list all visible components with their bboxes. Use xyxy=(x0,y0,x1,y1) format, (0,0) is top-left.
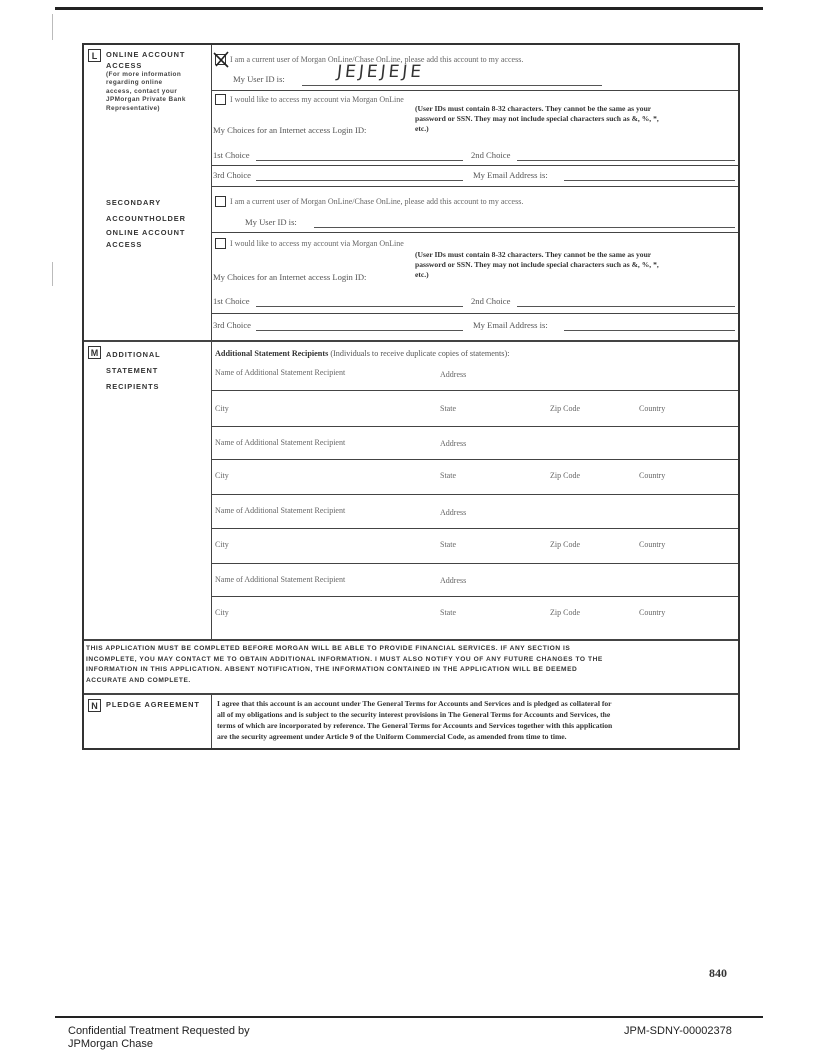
section-m-title-line: RECIPIENTS xyxy=(106,382,160,391)
recipient-3-city-label: City xyxy=(215,540,229,549)
secondary-title-line: ACCESS xyxy=(106,240,143,249)
rules-line: (User IDs must contain 8-32 characters. They cannot be the same as your xyxy=(415,104,652,113)
secondary-choice-1-field[interactable] xyxy=(256,306,463,307)
section-l-info-line: (For more information xyxy=(106,71,182,78)
recipient-3-country-label: Country xyxy=(639,540,666,549)
column-divider xyxy=(211,693,212,748)
choice-1-field[interactable] xyxy=(256,160,463,161)
secondary-choice-1-label: 1st Choice xyxy=(213,296,250,306)
recipient-4-state-label: State xyxy=(440,608,456,617)
secondary-choice-2-label: 2nd Choice xyxy=(471,296,511,306)
row-divider xyxy=(211,596,738,597)
row-divider xyxy=(211,563,738,564)
application-form xyxy=(82,43,740,750)
page-number: 840 xyxy=(709,966,727,980)
notice-line: INCOMPLETE, YOU MAY CONTACT ME TO OBTAIN ADDITIONAL INFORMATION. I MUST ALSO NOTIFY YOU OF ANY FUTURE CHANGES TO THE xyxy=(86,655,603,663)
recipients-header-rest: (Individuals to receive duplicate copies of statements): xyxy=(328,349,510,358)
user-id-value[interactable]: JEJEJEJE xyxy=(335,62,426,82)
rules-line: password or SSN. They may not include special characters such as &, %, *, xyxy=(415,260,659,269)
recipient-4-city-label: City xyxy=(215,608,229,617)
row-divider xyxy=(211,313,738,314)
top-rule xyxy=(55,7,763,10)
section-l-title-line: ACCESS xyxy=(106,61,143,70)
section-divider xyxy=(84,340,738,342)
recipient-3-zip-label: Zip Code xyxy=(550,540,580,549)
section-m-title-line: ADDITIONAL xyxy=(106,350,161,359)
pledge-line: are the security agreement under Article 9 of the Uniform Commercial Code, as amended from time to time. xyxy=(217,732,567,741)
current-user-checkbox[interactable] xyxy=(215,54,226,65)
row-divider xyxy=(211,165,738,166)
recipient-2-country-label: Country xyxy=(639,471,666,480)
footer-left-line: Confidential Treatment Requested by xyxy=(68,1025,250,1037)
secondary-access-request-checkbox[interactable] xyxy=(215,238,226,249)
section-l-info-line: regarding online xyxy=(106,79,163,87)
user-id-line xyxy=(302,85,602,86)
section-n-title: PLEDGE AGREEMENT xyxy=(106,700,200,709)
recipient-4-zip-label: Zip Code xyxy=(550,608,580,617)
recipient-1-zip-label: Zip Code xyxy=(550,404,580,413)
row-divider xyxy=(211,426,738,427)
secondary-login-id-rules xyxy=(415,250,737,280)
email-label: My Email Address is: xyxy=(473,170,548,180)
pledge-agreement-text xyxy=(217,698,737,742)
choice-2-label: 2nd Choice xyxy=(471,150,511,160)
recipient-4-address-label: Address xyxy=(440,576,467,585)
recipient-4-country-label: Country xyxy=(639,608,666,617)
scan-edge-mark xyxy=(52,262,53,286)
bottom-rule xyxy=(55,1016,763,1018)
recipient-2-zip-label: Zip Code xyxy=(550,471,580,480)
secondary-access-request-text: I would like to access my account via Morgan OnLine xyxy=(230,239,404,248)
notice-line: THIS APPLICATION MUST BE COMPLETED BEFORE MORGAN WILL BE ABLE TO PROVIDE FINANCIAL SERVICES. IF ANY SECTION IS xyxy=(86,645,571,652)
recipient-3-name-label: Name of Additional Statement Recipient xyxy=(215,506,346,515)
column-divider xyxy=(211,45,212,639)
footer-confidential xyxy=(68,1025,250,1051)
row-divider xyxy=(211,459,738,460)
recipient-2-state-label: State xyxy=(440,471,456,480)
recipient-1-address-label: Address xyxy=(440,370,467,379)
choice-3-label: 3rd Choice xyxy=(213,170,251,180)
recipient-2-city-label: City xyxy=(215,471,229,480)
notice-line: ACCURATE AND COMPLETE. xyxy=(86,676,191,684)
email-field[interactable] xyxy=(564,180,735,181)
secondary-email-field[interactable] xyxy=(564,330,735,331)
rules-line: (User IDs must contain 8-32 characters. They cannot be the same as your xyxy=(415,250,652,259)
pledge-line: all of my obligations and is subject to the security interest provisions in The General Terms for Accounts and Services, the xyxy=(217,710,611,719)
notice-line: INFORMATION IN THIS APPLICATION. ABSENT NOTIFICATION, THE INFORMATION CONTAINED IN THE APPLICATION WILL BE DEEMED xyxy=(86,666,578,673)
section-l-title xyxy=(106,49,210,71)
secondary-choice-2-field[interactable] xyxy=(517,306,735,307)
recipient-4-name-label: Name of Additional Statement Recipient xyxy=(215,575,346,584)
login-choices-label: My Choices for an Internet access Login ID: xyxy=(213,125,367,135)
section-divider xyxy=(84,639,738,641)
secondary-email-label: My Email Address is: xyxy=(473,320,548,330)
recipient-3-state-label: State xyxy=(440,540,456,549)
secondary-current-user-text: I am a current user of Morgan OnLine/Chase OnLine, please add this account to my access. xyxy=(230,197,524,206)
recipients-header-bold: Additional Statement Recipients xyxy=(215,349,329,358)
secondary-user-id-field[interactable] xyxy=(314,227,735,228)
pledge-line: I agree that this account is an account under The General Terms for Accounts and Services and is pledged as collateral for xyxy=(217,699,612,708)
current-user-text: I am a current user of Morgan OnLine/Chase OnLine, please add this account to my access. xyxy=(230,55,524,64)
access-request-checkbox[interactable] xyxy=(215,94,226,105)
row-divider xyxy=(211,390,738,391)
footer-left-line: JPMorgan Chase xyxy=(68,1038,153,1050)
row-divider xyxy=(211,186,738,187)
secondary-login-choices-label: My Choices for an Internet access Login ID: xyxy=(213,272,367,282)
section-l-info-line: JPMorgan Private Bank xyxy=(106,96,186,104)
user-id-label: My User ID is: xyxy=(233,74,285,84)
secondary-user-id-label: My User ID is: xyxy=(245,217,297,227)
rules-line: password or SSN. They may not include special characters such as &, %, *, xyxy=(415,114,659,123)
secondary-title-line: ONLINE ACCOUNT xyxy=(106,228,186,237)
row-divider xyxy=(211,90,738,91)
pledge-line: terms of which are incorporated by reference. The General Terms for Accounts and Services together with this application xyxy=(217,721,613,730)
section-l-letter: L xyxy=(88,49,101,62)
section-l-info xyxy=(106,71,214,113)
section-m-title-line: STATEMENT xyxy=(106,366,159,375)
section-m-letter: M xyxy=(88,346,101,359)
secondary-title-line: ACCOUNTHOLDER xyxy=(106,214,186,223)
recipient-2-name-label: Name of Additional Statement Recipient xyxy=(215,438,346,447)
access-request-text: I would like to access my account via Morgan OnLine xyxy=(230,95,404,104)
secondary-choice-3-field[interactable] xyxy=(256,330,463,331)
section-n-letter: N xyxy=(88,699,101,712)
recipient-1-city-label: City xyxy=(215,404,229,413)
recipient-2-address-label: Address xyxy=(440,439,467,448)
recipients-header xyxy=(215,349,509,358)
section-l-info-line: Representative) xyxy=(106,104,160,112)
secondary-current-user-checkbox[interactable] xyxy=(215,196,226,207)
rules-line: etc.) xyxy=(415,270,429,279)
footer-bates-number: JPM-SDNY-00002378 xyxy=(624,1025,732,1037)
checkmark-x-icon xyxy=(213,51,230,68)
secondary-choice-3-label: 3rd Choice xyxy=(213,320,251,330)
choice-2-field[interactable] xyxy=(517,160,735,161)
row-divider xyxy=(211,494,738,495)
rules-line: etc.) xyxy=(415,124,429,133)
recipient-3-address-label: Address xyxy=(440,508,467,517)
secondary-title xyxy=(106,195,210,250)
row-divider xyxy=(211,232,738,233)
completion-notice xyxy=(86,644,736,686)
section-m-title xyxy=(106,347,210,395)
recipient-1-state-label: State xyxy=(440,404,456,413)
login-id-rules xyxy=(415,104,737,134)
section-l-title-line: ONLINE ACCOUNT xyxy=(106,50,186,59)
row-divider xyxy=(211,528,738,529)
choice-1-label: 1st Choice xyxy=(213,150,250,160)
secondary-title-line: SECONDARY xyxy=(106,198,162,207)
scan-edge-mark xyxy=(52,14,53,40)
section-l-info-line: access, contact your xyxy=(106,87,178,95)
recipient-1-country-label: Country xyxy=(639,404,666,413)
recipient-1-name-label: Name of Additional Statement Recipient xyxy=(215,368,346,377)
choice-3-field[interactable] xyxy=(256,180,463,181)
section-divider xyxy=(84,693,738,695)
